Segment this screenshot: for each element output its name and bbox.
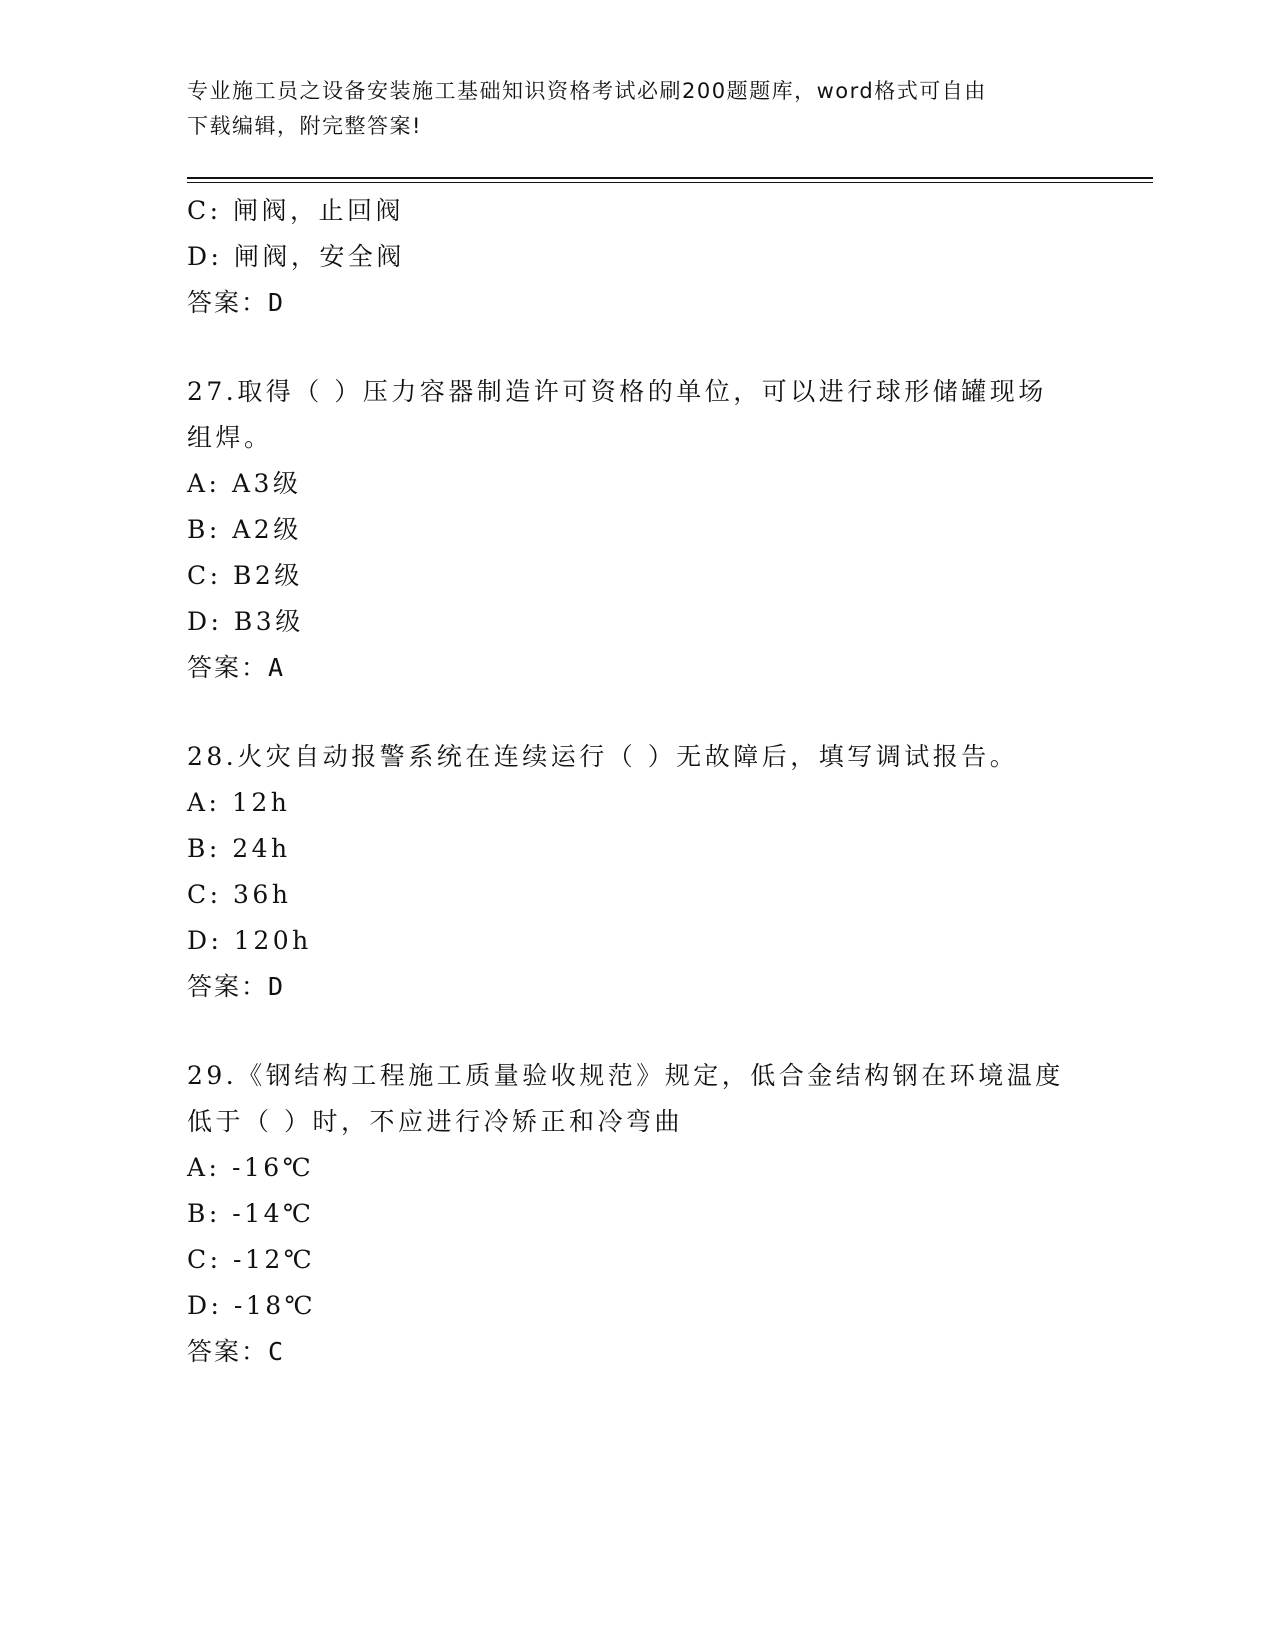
answer-value: D: [268, 288, 286, 317]
question-block-28: [187, 734, 1087, 1010]
option-letter: B:: [187, 1199, 221, 1228]
option-text: 闸阀，安全阀: [233, 242, 405, 271]
option-letter: B:: [187, 834, 221, 863]
option-text: 120h: [233, 926, 312, 955]
answer-label: 答案：: [187, 288, 269, 317]
option-letter: D:: [187, 926, 223, 955]
question-block-prev: [187, 188, 1087, 326]
option-b: [187, 507, 1087, 553]
option-letter: D:: [187, 607, 223, 636]
option-text: 12h: [231, 788, 291, 817]
option-letter: A:: [187, 1153, 221, 1182]
option-d: [187, 234, 1087, 280]
spacer: [187, 1010, 1087, 1053]
option-c: [187, 872, 1087, 918]
header-line-2: 下载编辑，附完整答案!: [187, 114, 422, 138]
question-stem: [187, 1053, 1067, 1145]
option-text: A2级: [232, 515, 302, 544]
option-text: 闸阀，止回阀: [233, 196, 405, 225]
option-letter: D:: [187, 242, 223, 271]
spacer: [187, 691, 1087, 734]
option-letter: C:: [187, 1245, 222, 1274]
question-stem: [187, 734, 1067, 780]
option-letter: C:: [187, 561, 222, 590]
option-letter: D:: [187, 1291, 223, 1320]
question-stem: [187, 369, 1067, 461]
question-stem-line-2: 组焊。: [187, 423, 273, 452]
question-stem-line-1: 27.取得（ ）压力容器制造许可资格的单位，可以进行球形储罐现场: [187, 377, 1047, 406]
option-text: -14℃: [232, 1199, 315, 1228]
question-list: [187, 188, 1087, 1375]
option-letter: C:: [187, 196, 222, 225]
answer-value: C: [268, 1337, 286, 1366]
header-line-1: 专业施工员之设备安装施工基础知识资格考试必刷200题题库，word格式可自由: [187, 79, 987, 103]
answer-label: 答案：: [187, 653, 269, 682]
option-text: B3级: [233, 607, 304, 636]
answer-value: A: [268, 653, 286, 682]
answer-line: [187, 964, 1087, 1010]
option-letter: A:: [187, 788, 221, 817]
option-text: A3级: [231, 469, 302, 498]
spacer: [187, 326, 1087, 369]
question-stem-line-1: 29.《钢结构工程施工质量验收规范》规定，低合金结构钢在环境温度: [187, 1061, 1064, 1090]
option-c: [187, 553, 1087, 599]
option-letter: C:: [187, 880, 222, 909]
answer-line: [187, 280, 1087, 326]
option-b: [187, 1191, 1087, 1237]
option-d: [187, 1283, 1087, 1329]
option-a: [187, 780, 1087, 826]
option-a: [187, 461, 1087, 507]
question-block-29: [187, 1053, 1087, 1375]
option-text: -12℃: [233, 1245, 316, 1274]
option-text: -18℃: [233, 1291, 317, 1320]
document-header: [187, 74, 1067, 144]
header-divider-thick: [187, 177, 1153, 179]
option-c: [187, 1237, 1087, 1283]
option-text: B2级: [233, 561, 303, 590]
answer-line: [187, 645, 1087, 691]
question-stem-line-2: 低于（ ）时，不应进行冷矫正和冷弯曲: [187, 1107, 683, 1136]
option-text: -16℃: [231, 1153, 315, 1182]
option-d: [187, 918, 1087, 964]
question-block-27: [187, 369, 1087, 691]
option-b: [187, 826, 1087, 872]
option-d: [187, 599, 1087, 645]
option-c: [187, 188, 1087, 234]
option-text: 24h: [232, 834, 291, 863]
answer-label: 答案：: [187, 972, 269, 1001]
answer-value: D: [268, 972, 286, 1001]
answer-label: 答案：: [187, 1337, 269, 1366]
option-text: 36h: [233, 880, 292, 909]
option-a: [187, 1145, 1087, 1191]
option-letter: B:: [187, 515, 221, 544]
header-divider-thin: [187, 182, 1153, 183]
answer-line: [187, 1329, 1087, 1375]
question-stem-line-1: 28.火灾自动报警系统在连续运行（ ）无故障后，填写调试报告。: [187, 742, 1019, 771]
option-letter: A:: [187, 469, 221, 498]
